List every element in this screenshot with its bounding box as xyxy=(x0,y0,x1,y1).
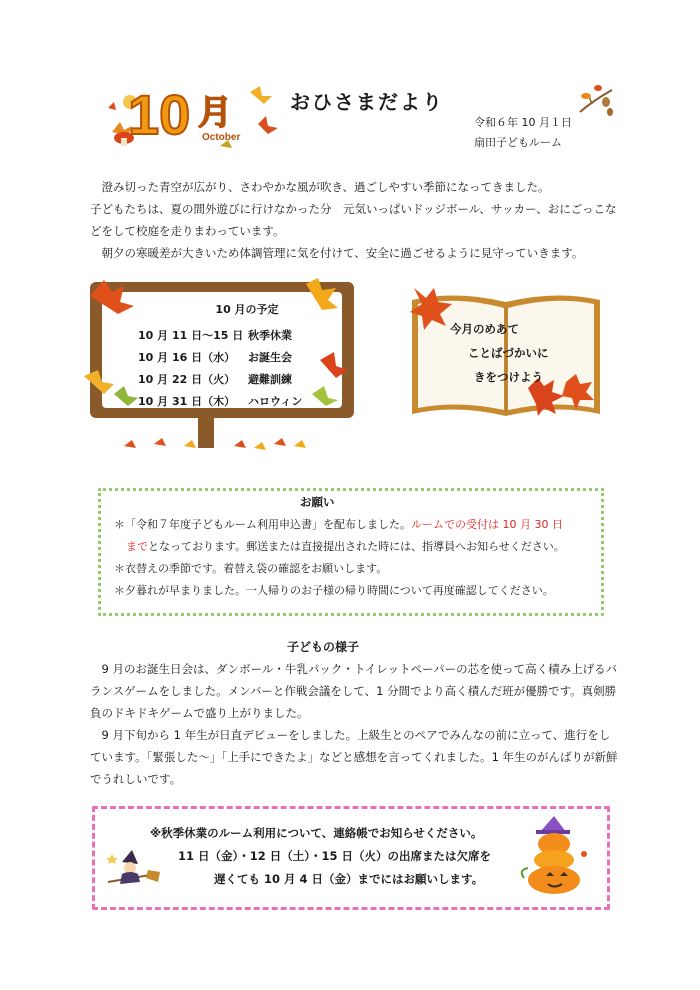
issue-info xyxy=(474,113,572,153)
request-title: お願い xyxy=(300,495,335,509)
request-item xyxy=(114,514,598,536)
monthly-goal xyxy=(430,317,580,389)
notice-line: ※秋季休業のルーム利用について、連絡帳でお知らせください。 xyxy=(150,826,483,840)
acorn-branch-icon xyxy=(576,82,616,122)
schedule-event: 秋季休業 xyxy=(248,329,292,342)
issue-date: 令和６年 10 月１日 xyxy=(474,116,572,129)
month-kanji: 月 xyxy=(198,93,232,133)
request-text: ＊「令和７年度子どもルーム利用申込書」を配布しました。 xyxy=(114,518,411,531)
schedule-item xyxy=(138,369,338,391)
october-month-badge xyxy=(100,72,278,152)
request-item: ＊衣替えの季節です。着替え袋の確認をお願いします。 xyxy=(114,562,388,575)
month-number: 10 xyxy=(128,83,191,146)
request-list xyxy=(114,514,598,602)
halloween-pumpkins-icon xyxy=(518,814,590,896)
request-text: となっております。郵送または直接提出された時には、指導員へお知らせください。 xyxy=(148,540,565,553)
schedule-date: 10 月 31 日（木） xyxy=(138,395,236,408)
children-section-title: 子どもの様子 xyxy=(287,640,360,654)
newsletter-title: おひさまだより xyxy=(290,90,444,114)
request-deadline: ルームでの受付は 10 月 30 日 xyxy=(411,518,563,531)
schedule-item xyxy=(138,347,338,369)
intro-paragraph: 澄み切った青空が広がり、さわやかな風が吹き、過ごしやすい季節になってきました。 xyxy=(101,180,550,194)
schedule-list xyxy=(138,301,338,413)
schedule-title: 10 月の予定 xyxy=(215,303,279,316)
children-paragraph: 9 月下旬から 1 年生が日直デビューをしました。上級生とのペアでみんなの前に立って、進行をしています。「緊張した〜」「上手にできたよ」などと感想を言ってくれました。1 年生のがんばりが新鮮でうれしいです。 xyxy=(90,728,618,786)
schedule-date: 10 月 22 日（火） xyxy=(138,373,236,386)
schedule-event: お誕生会 xyxy=(248,351,292,364)
notice-line: 遅くても 10 月 4 日（金）までにはお願いします。 xyxy=(214,872,484,886)
children-section xyxy=(90,658,620,790)
goal-line: ことばづかいに xyxy=(468,346,549,360)
notice-line: 11 日（金）・12 日（土）・15 日（火）の出席または欠席を xyxy=(178,849,492,863)
intro-section xyxy=(90,176,620,264)
organization-name: 扇田子どもルーム xyxy=(474,136,562,149)
witch-on-broom-icon xyxy=(106,848,160,892)
notice-text xyxy=(150,822,570,891)
schedule-event: 避難訓練 xyxy=(248,373,292,386)
request-deadline: まで xyxy=(126,540,148,553)
intro-paragraph: 子どもたちは、夏の間外遊びに行けなかった分 元気いっぱいドッジボール、サッカー、おにごっこなどをして校庭を走りまわっています。 xyxy=(90,202,617,238)
children-paragraph: 9 月のお誕生日会は、ダンボール・牛乳パック・トイレットペーパーの芯を使って高く積み上げるバランスゲームをしました。メンバーと作戦会議をして、1 分間でより高く積んだ班が優勝です。真剣勝負のドキドキゲームで盛り上がりました。 xyxy=(90,662,618,720)
goal-line: きをつけよう xyxy=(474,370,543,384)
month-english: October xyxy=(202,132,241,143)
schedule-item xyxy=(138,325,338,347)
schedule-date: 10 月 11 日〜15 日 xyxy=(138,329,244,342)
schedule-date: 10 月 16 日（水） xyxy=(138,351,236,364)
request-item: ＊夕暮れが早まりました。一人帰りのお子様の帰り時間について再度確認してください。 xyxy=(114,584,554,597)
schedule-item xyxy=(138,391,338,413)
goal-title: 今月のめあて xyxy=(450,322,519,336)
schedule-event: ハロウィン xyxy=(248,395,303,408)
request-item-continued xyxy=(114,536,598,558)
intro-paragraph: 朝夕の寒暖差が大きいため体調管理に気を付けて、安全に過ごせるように見守っていきます。 xyxy=(101,246,584,260)
